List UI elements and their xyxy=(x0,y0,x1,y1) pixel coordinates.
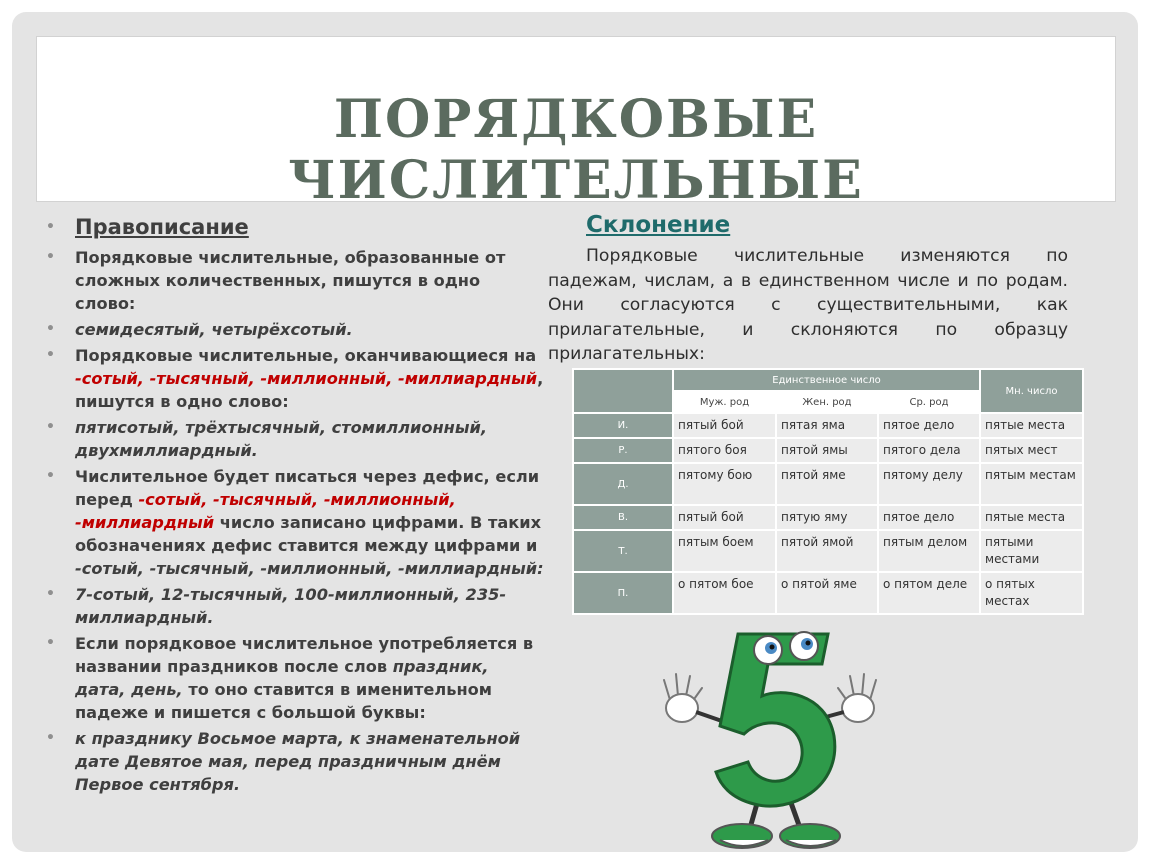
table-cell: пятая яма xyxy=(776,413,878,438)
case-label: В. xyxy=(573,505,673,530)
plural-header: Мн. число xyxy=(980,369,1083,413)
declension-table xyxy=(572,368,1084,615)
table-cell: пятого боя xyxy=(673,438,776,463)
table-cell: пятые места xyxy=(980,413,1083,438)
table-cell: пятый бой xyxy=(673,413,776,438)
spelling-rule-3: • Числительное будет писаться через дефис, если перед -сотый, -тысячный, -миллионный, -миллиардный число записано цифрами. В таких обозначениях дефис ставится между цифрами и -сотый, -тысячный, -миллионный, -миллиардный: xyxy=(44,465,544,580)
table-cell: пятыми местами xyxy=(980,530,1083,572)
singular-header: Единственное число xyxy=(673,369,980,391)
spelling-rule-1: • Порядковые числительные, образованные от сложных количественных, пишутся в одно слово: xyxy=(44,246,544,315)
case-label: Д. xyxy=(573,463,673,505)
table-cell: пятого дела xyxy=(878,438,980,463)
table-row xyxy=(573,505,1083,530)
gender-neuter: Ср. род xyxy=(878,391,980,413)
table-cell: пятый бой xyxy=(673,505,776,530)
table-cell: пятых мест xyxy=(980,438,1083,463)
spelling-rule-2: • Порядковые числительные, оканчивающиеся на -сотый, -тысячный, -миллионный, -миллиардный, пишутся в одно слово: xyxy=(44,344,544,413)
case-column-header xyxy=(573,369,673,413)
spelling-example-4: • к празднику Восьмое марта, к знаменательной дате Девятое мая, перед праздничным днём Первое сентября. xyxy=(44,727,544,796)
table-row xyxy=(573,413,1083,438)
declension-heading: Склонение xyxy=(586,212,731,238)
table-row xyxy=(573,438,1083,463)
table-cell: пятые места xyxy=(980,505,1083,530)
gender-masculine: Муж. род xyxy=(673,391,776,413)
table-cell: пятой яме xyxy=(776,463,878,505)
table-cell: пятым боем xyxy=(673,530,776,572)
declension-text: Порядковые числительные изменяются по падежам, числам, а в единственном числе и по родам. Они согласуются с существительными, как прилагательные, и склоняются по образцу прилагательных: xyxy=(548,246,1068,364)
spelling-rule-4: • Если порядковое числительное употребляется в названии праздников после слов праздник, дата, день, то оно ставится в именительном падеже и пишется с большой буквы: xyxy=(44,632,544,724)
spelling-example-3: • 7-сотый, 12-тысячный, 100-миллионный, 235-миллиардный. xyxy=(44,583,544,629)
table-cell: о пятом деле xyxy=(878,572,980,614)
table-cell: пятое дело xyxy=(878,505,980,530)
table-cell: пятую яму xyxy=(776,505,878,530)
spelling-example-1: • семидесятый, четырёхсотый. xyxy=(44,318,544,341)
slide-title: ПОРЯДКОВЫЕ ЧИСЛИТЕЛЬНЫЕ xyxy=(288,89,864,211)
table-cell: пятому делу xyxy=(878,463,980,505)
number-five-mascot-icon xyxy=(650,600,900,850)
table-cell: о пятой яме xyxy=(776,572,878,614)
spelling-example-2: • пятисотый, трёхтысячный, стомиллионный, двухмиллиардный. xyxy=(44,416,544,462)
table-cell: пятой ямой xyxy=(776,530,878,572)
case-label: П. xyxy=(573,572,673,614)
table-row xyxy=(573,463,1083,505)
spelling-list xyxy=(44,214,544,796)
table-cell: о пятых местах xyxy=(980,572,1083,614)
table-cell: о пятом бое xyxy=(673,572,776,614)
table-cell: пятой ямы xyxy=(776,438,878,463)
table-cell: пятому бою xyxy=(673,463,776,505)
table-cell: пятым делом xyxy=(878,530,980,572)
case-label: Т. xyxy=(573,530,673,572)
table-row xyxy=(573,530,1083,572)
declension-section xyxy=(548,212,1068,367)
case-label: Р. xyxy=(573,438,673,463)
spelling-section xyxy=(44,214,544,799)
table-cell: пятым местам xyxy=(980,463,1083,505)
table-cell: пятое дело xyxy=(878,413,980,438)
gender-feminine: Жен. род xyxy=(776,391,878,413)
case-label: И. xyxy=(573,413,673,438)
spelling-heading: • Правописание xyxy=(44,214,544,240)
suffix-highlight: -сотый, -тысячный, -миллионный, -миллиардный xyxy=(75,369,538,388)
suffix-highlight: -сотый, -тысячный, -миллионный, -миллиардный xyxy=(75,490,456,532)
title-box xyxy=(36,36,1116,211)
